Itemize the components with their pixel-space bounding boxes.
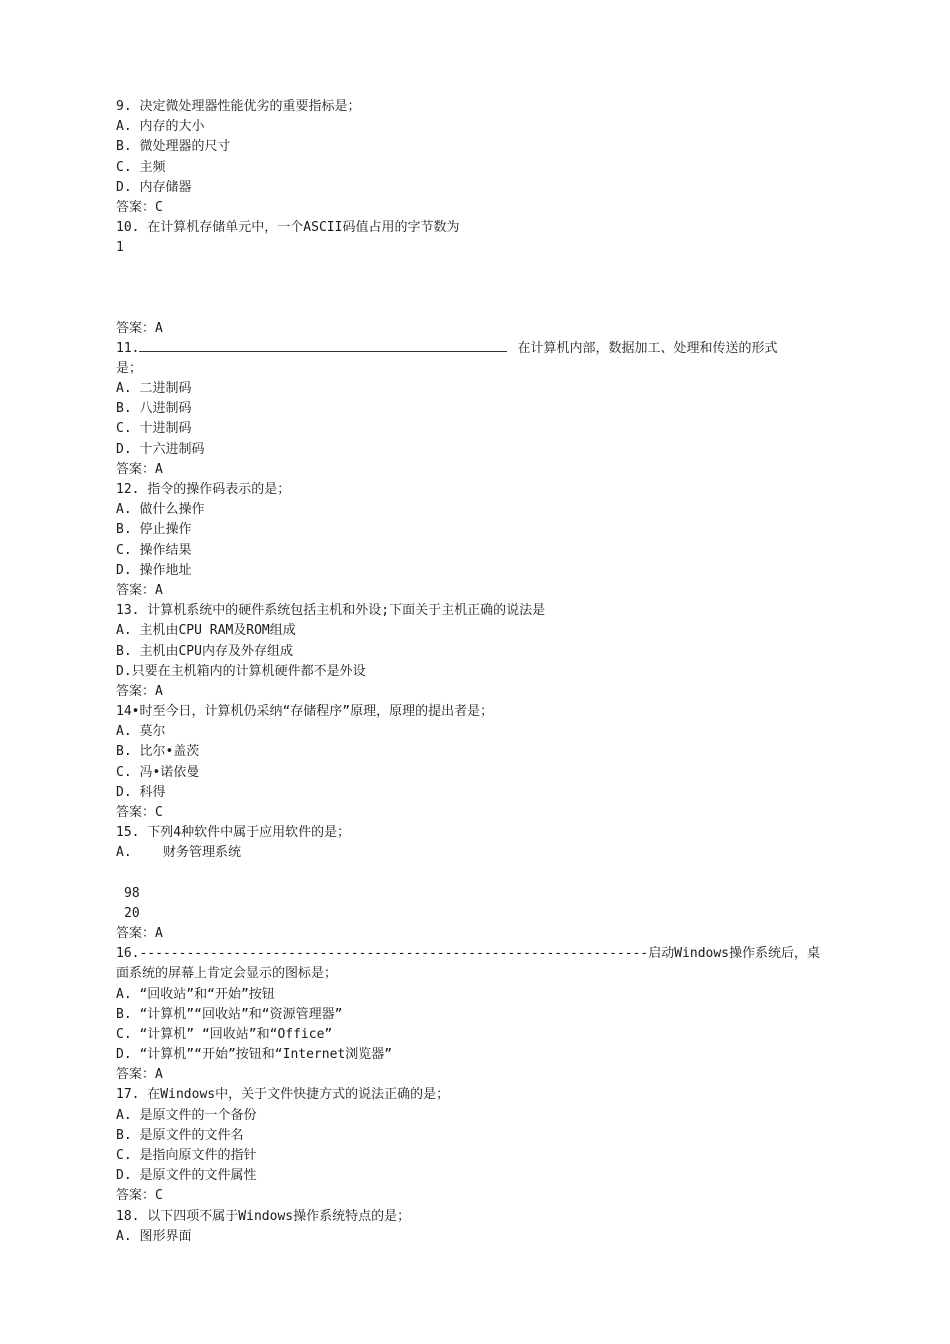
text-line: C. “计算机” “回收站”和“Office” <box>116 1026 333 1042</box>
stray-numbers <box>116 884 832 924</box>
stray-number: 98 <box>124 885 140 901</box>
text-line: D. 科得 <box>116 784 166 800</box>
text-line: 1 <box>116 240 124 256</box>
question-block-16-18 <box>116 985 832 1247</box>
answer-10 <box>116 319 832 339</box>
text-line: A. “回收站”和“开始”按钮 <box>116 986 275 1002</box>
question-11-line <box>116 339 832 359</box>
question-11-text: 在计算机内部，数据加工、处理和传送的形式 <box>517 340 778 356</box>
text-line: 答案：C <box>116 1188 163 1204</box>
text-line: 13. 计算机系统中的硬件系统包括主机和外设;下面关于主机正确的说法是 <box>116 603 546 619</box>
text-line: D. 内存储器 <box>116 179 192 195</box>
text-line: 10. 在计算机存储单元中，一个ASCII码值占用的字节数为 <box>116 220 460 236</box>
text-line: B. 是原文件的文件名 <box>116 1127 244 1143</box>
text-line: D. “计算机”“开始”按钮和“Internet浏览器” <box>116 1047 393 1063</box>
question-block-9-10 <box>116 97 832 259</box>
text-line: C. 主频 <box>116 159 166 175</box>
question-16-continuation: 面系统的屏幕上肯定会显示的图标是； <box>116 966 338 982</box>
text-line: C. 操作结果 <box>116 542 192 558</box>
text-line: A. 图形界面 <box>116 1228 192 1244</box>
spacer <box>116 259 832 319</box>
text-line: B. 比尔•盖茨 <box>116 744 200 760</box>
document-page <box>116 97 832 1247</box>
text-line: D. 是原文件的文件属性 <box>116 1168 257 1184</box>
text-line: 答案：C <box>116 199 163 215</box>
text-line: A. 内存的大小 <box>116 119 205 135</box>
text-line: 答案：A <box>116 1067 163 1083</box>
question-11-number: 11. <box>116 340 140 356</box>
stray-number: 20 <box>124 905 140 921</box>
text-line: 答案：A <box>116 461 163 477</box>
text-line: A. 莫尔 <box>116 724 166 740</box>
text-line: C. 十进制码 <box>116 421 192 437</box>
text-line: 答案：C <box>116 805 163 820</box>
text-line: 9. 决定微处理器性能优劣的重要指标是； <box>116 99 361 114</box>
question-11-continuation: 是； <box>116 360 143 376</box>
text-line: 12. 指令的操作码表示的是； <box>116 482 291 497</box>
fill-in-blank <box>139 339 507 352</box>
answer-line: 答案：A <box>116 320 163 336</box>
text-line: A. 做什么操作 <box>116 502 205 518</box>
question-block-11-15 <box>116 379 832 864</box>
answer-line: 答案：A <box>116 925 163 941</box>
text-line: 18. 以下四项不属于Windows操作系统特点的是； <box>116 1208 411 1224</box>
text-line: 15. 下列4种软件中属于应用软件的是； <box>116 825 351 841</box>
text-line: B. “计算机”“回收站”和“资源管理器” <box>116 1006 343 1022</box>
text-line: A. 是原文件的一个备份 <box>116 1107 257 1123</box>
spacer <box>116 864 832 884</box>
text-line: C. 冯•诺依曼 <box>116 764 200 780</box>
text-line: B. 微处理器的尺寸 <box>116 139 231 155</box>
text-line: C. 是指向原文件的指针 <box>116 1148 257 1163</box>
text-line: D. 操作地址 <box>116 562 192 578</box>
answer-15 <box>116 924 832 944</box>
text-line: 14•时至今日，计算机仍采纳“存储程序”原理，原理的提出者是； <box>116 704 494 720</box>
text-line: B. 停止操作 <box>116 522 192 538</box>
text-line: B. 八进制码 <box>116 401 192 417</box>
text-line: B. 主机由CPU内存及外存组成 <box>116 643 293 659</box>
text-line: 17. 在Windows中，关于文件快捷方式的说法正确的是； <box>116 1087 450 1103</box>
text-line: A. 财务管理系统 <box>116 845 241 861</box>
text-line: D.只要在主机箱内的计算机硬件都不是外设 <box>116 663 366 679</box>
text-line: A. 二进制码 <box>116 381 192 397</box>
text-line: A. 主机由CPU RAM及ROM组成 <box>116 623 296 639</box>
question-16-line: 16.-----------------------------------------------------------------启动Windows操作系统后，桌 <box>116 946 820 962</box>
text-line: 答案：A <box>116 582 163 598</box>
text-line: 答案：A <box>116 683 163 699</box>
text-line: D. 十六进制码 <box>116 441 205 457</box>
